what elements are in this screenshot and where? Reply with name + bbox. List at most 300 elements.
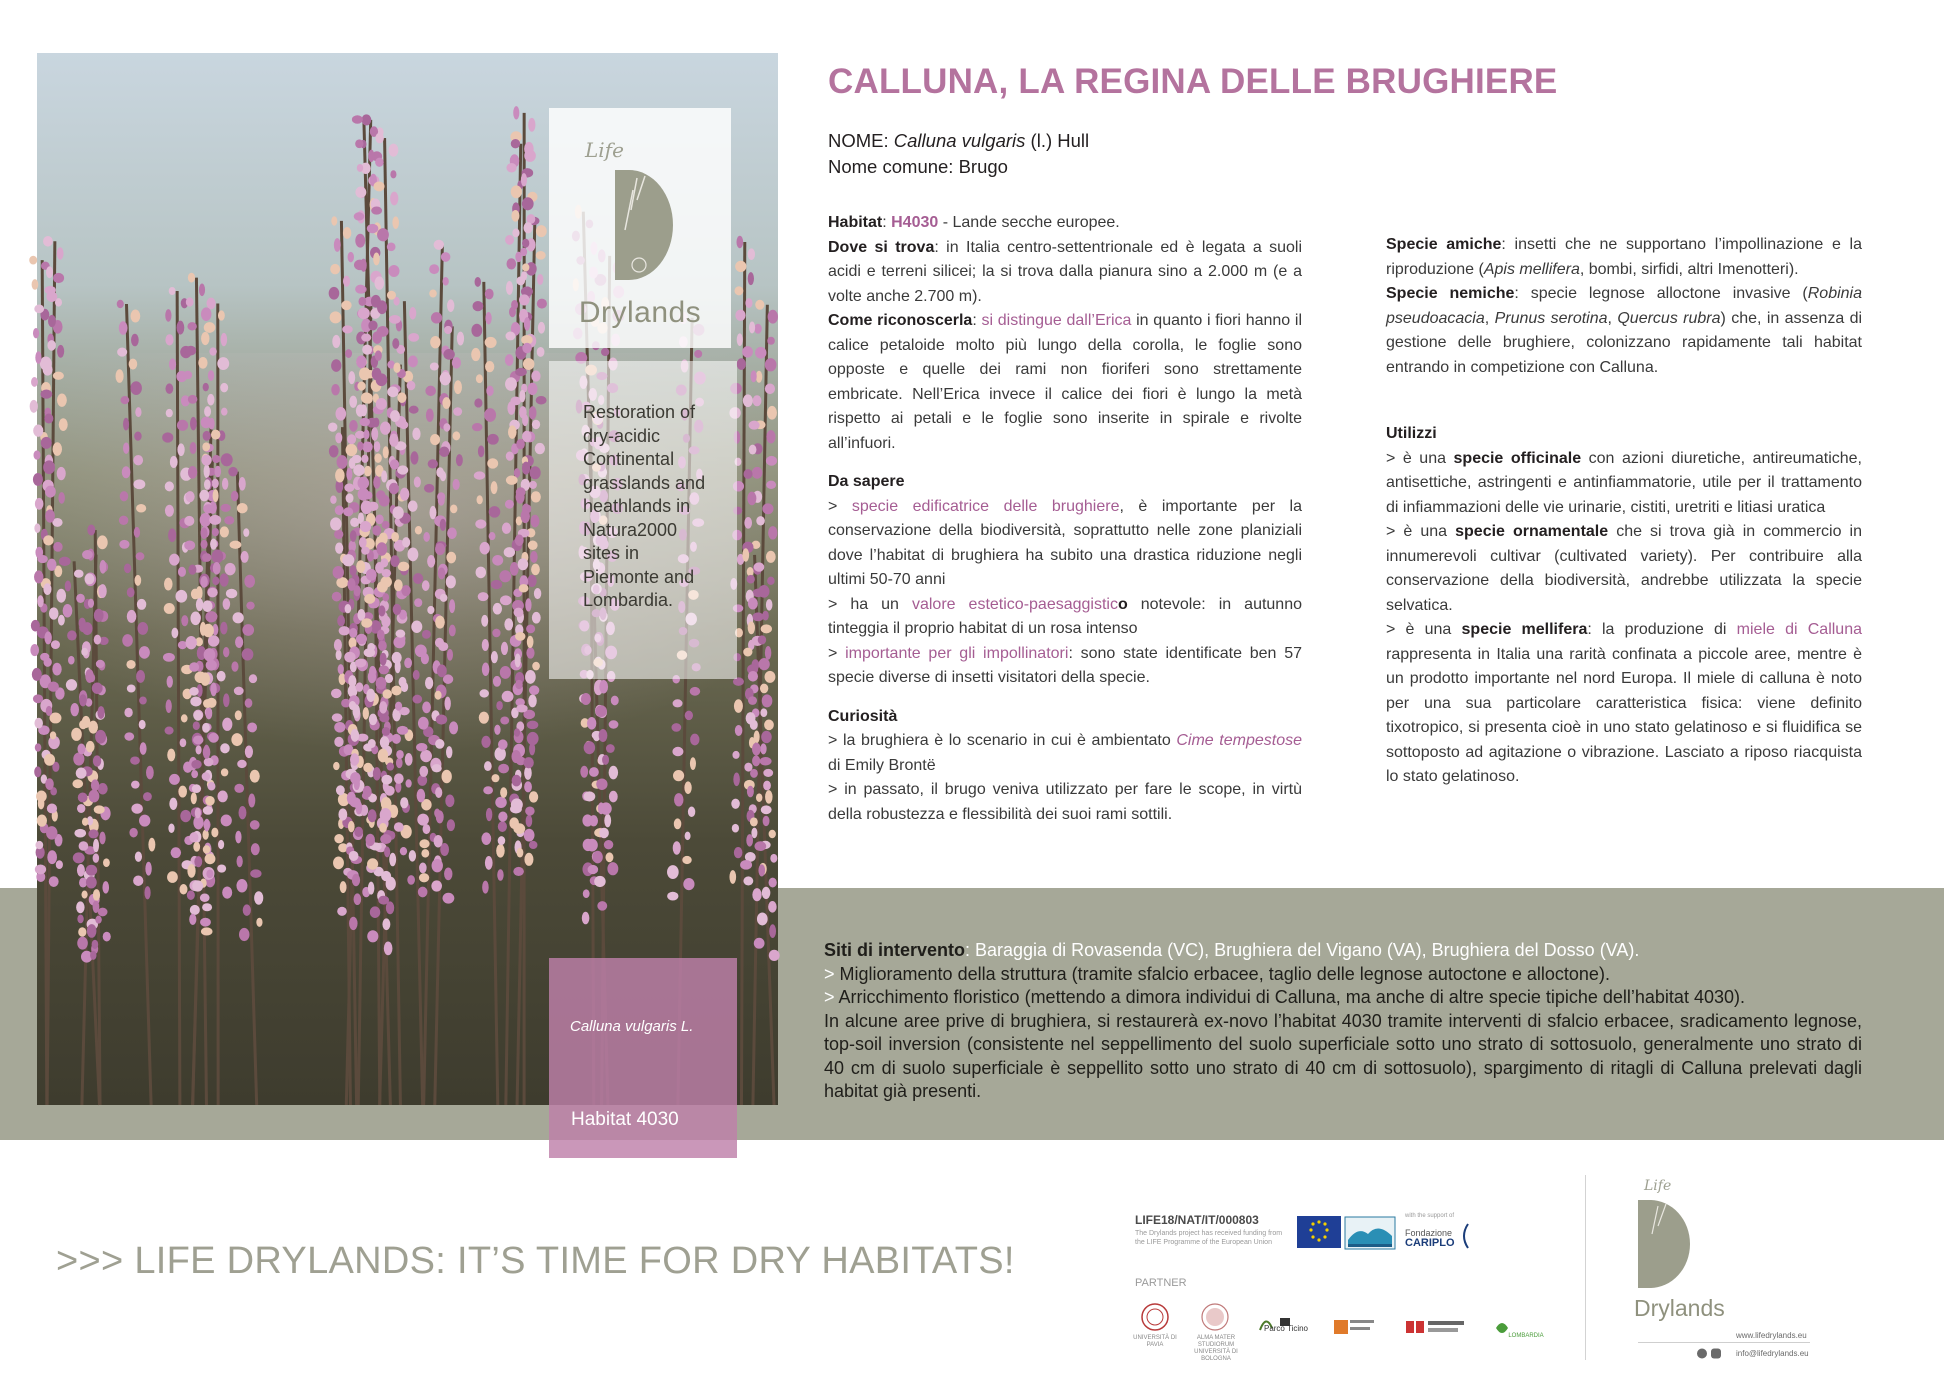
sites-list: : Baraggia di Rovasenda (VC), Brughiera del Vigano (VA), Brughiera del Dosso (VA). bbox=[965, 940, 1640, 960]
heather-bloom bbox=[37, 595, 44, 607]
heather-bloom bbox=[77, 744, 85, 755]
heather-bloom bbox=[667, 865, 679, 879]
heather-bloom bbox=[138, 622, 149, 635]
heather-bloom bbox=[376, 398, 387, 410]
heather-bloom bbox=[181, 615, 188, 626]
heather-bloom bbox=[345, 604, 352, 613]
heather-bloom bbox=[377, 581, 388, 592]
heather-bloom bbox=[605, 852, 613, 862]
heather-bloom bbox=[336, 577, 348, 588]
heather-bloom bbox=[204, 406, 211, 417]
heather-bloom bbox=[762, 611, 769, 621]
heather-bloom bbox=[139, 696, 147, 704]
heather-bloom bbox=[31, 620, 40, 632]
heather-bloom bbox=[768, 901, 777, 913]
heather-bloom bbox=[199, 490, 209, 502]
heather-bloom bbox=[31, 377, 38, 387]
heather-bloom bbox=[418, 717, 429, 730]
heather-bloom bbox=[235, 831, 241, 844]
heather-bloom bbox=[518, 558, 529, 570]
heather-bloom bbox=[331, 359, 341, 372]
heather-bloom bbox=[245, 745, 253, 758]
heather-bloom bbox=[396, 630, 406, 638]
heather-bloom bbox=[599, 680, 608, 694]
heather-bloom bbox=[367, 858, 378, 869]
heather-bloom bbox=[354, 585, 361, 596]
heather-bloom bbox=[492, 629, 500, 638]
heather-bloom bbox=[94, 635, 101, 645]
scientific-author: (l.) Hull bbox=[1025, 130, 1090, 151]
heather-bloom bbox=[137, 599, 146, 610]
email-link[interactable]: info@lifedrylands.eu bbox=[1736, 1349, 1809, 1358]
heather-bloom bbox=[767, 337, 775, 345]
heather-bloom bbox=[604, 840, 613, 849]
heather-bloom bbox=[746, 834, 753, 846]
good-to-know-heading: Da sapere bbox=[828, 473, 905, 490]
heather-bloom bbox=[189, 914, 196, 925]
heather-bloom bbox=[514, 728, 520, 737]
heather-bloom bbox=[750, 817, 758, 826]
heather-bloom bbox=[373, 767, 381, 780]
heather-bloom bbox=[357, 441, 363, 450]
heather-bloom bbox=[331, 216, 337, 225]
heather-bloom bbox=[350, 518, 359, 527]
species-caption: Calluna vulgaris L. bbox=[570, 1018, 694, 1035]
heather-bloom bbox=[529, 685, 539, 695]
heather-bloom bbox=[473, 301, 484, 311]
logo-brand-text: Drylands bbox=[578, 296, 702, 329]
heather-bloom bbox=[396, 750, 404, 759]
heather-bloom bbox=[209, 515, 221, 525]
heather-bloom bbox=[737, 358, 746, 370]
heather-bloom bbox=[369, 714, 377, 725]
heather-bloom bbox=[130, 756, 140, 764]
heather-bloom bbox=[493, 603, 502, 615]
heather-bloom bbox=[77, 914, 83, 923]
heather-bloom bbox=[226, 589, 237, 599]
heather-bloom bbox=[120, 491, 128, 501]
heather-bloom bbox=[129, 359, 138, 370]
heather-bloom bbox=[196, 745, 202, 754]
heather-bloom bbox=[76, 594, 85, 603]
heather-bloom bbox=[732, 824, 739, 833]
heather-bloom bbox=[338, 664, 344, 674]
heather-bloom bbox=[375, 158, 384, 167]
heather-bloom bbox=[180, 738, 187, 747]
heather-bloom bbox=[381, 470, 387, 482]
heather-bloom bbox=[743, 876, 753, 885]
curiosity-heading: Curiosità bbox=[828, 707, 898, 725]
heather-bloom bbox=[356, 560, 365, 573]
habitat-caption: Habitat 4030 bbox=[571, 1109, 679, 1130]
heather-bloom bbox=[383, 446, 389, 458]
heather-bloom bbox=[43, 364, 53, 376]
heather-bloom bbox=[529, 481, 537, 489]
heather-bloom bbox=[584, 741, 595, 754]
heather-bloom bbox=[71, 728, 82, 741]
heather-bloom bbox=[171, 847, 181, 858]
heather-bloom bbox=[516, 704, 527, 712]
habitat-text: - Lande secche europee. bbox=[938, 214, 1120, 231]
heather-bloom bbox=[382, 569, 392, 577]
heather-bloom bbox=[334, 238, 341, 252]
heather-bloom bbox=[43, 658, 51, 667]
heather-bloom bbox=[430, 336, 440, 348]
heather-bloom bbox=[609, 791, 618, 803]
heather-bloom bbox=[534, 588, 541, 599]
heather-bloom bbox=[747, 492, 756, 506]
heather-bloom bbox=[487, 458, 498, 468]
heather-bloom bbox=[440, 594, 448, 602]
heather-bloom bbox=[395, 702, 402, 711]
heather-bloom bbox=[362, 114, 372, 125]
heather-bloom bbox=[389, 144, 399, 157]
heather-bloom bbox=[382, 521, 390, 529]
heather-bloom bbox=[53, 372, 64, 380]
heather-bloom bbox=[47, 340, 55, 351]
heather-bloom bbox=[742, 548, 749, 561]
heather-bloom bbox=[220, 622, 227, 635]
heather-bloom bbox=[346, 493, 354, 503]
heather-bloom bbox=[515, 653, 521, 667]
social-icons[interactable] bbox=[1697, 1348, 1723, 1359]
heather-bloom bbox=[526, 625, 535, 634]
heather-bloom bbox=[597, 901, 607, 911]
heather-bloom bbox=[520, 248, 527, 257]
heather-bloom bbox=[169, 358, 176, 370]
heather-bloom bbox=[358, 308, 370, 320]
heather-bloom bbox=[752, 743, 761, 756]
heather-bloom bbox=[123, 418, 129, 431]
left-column bbox=[828, 211, 1302, 827]
heather-bloom bbox=[221, 333, 228, 346]
heather-bloom bbox=[47, 559, 56, 571]
heather-bloom bbox=[331, 689, 342, 699]
heather-bloom bbox=[201, 927, 213, 935]
heather-bloom bbox=[374, 441, 381, 452]
heather-bloom bbox=[748, 671, 758, 682]
sites-item-1 bbox=[824, 963, 1862, 987]
habitat-code: H4030 bbox=[891, 214, 939, 231]
heather-bloom bbox=[191, 760, 201, 769]
heather-bloom bbox=[731, 799, 740, 809]
heather-bloom bbox=[491, 481, 498, 494]
uses-item-1 bbox=[1386, 447, 1862, 521]
heather-bloom bbox=[522, 197, 534, 210]
heather-bloom bbox=[203, 624, 214, 638]
heather-bloom bbox=[135, 851, 142, 861]
heather-bloom bbox=[222, 886, 232, 898]
heather-bloom bbox=[510, 562, 519, 576]
heather-bloom bbox=[122, 466, 131, 478]
cariplo-line-1: Fondazione bbox=[1405, 1228, 1453, 1238]
heather-bloom bbox=[100, 560, 107, 574]
heather-bloom bbox=[203, 431, 211, 441]
heather-bloom bbox=[97, 535, 108, 549]
heather-bloom bbox=[515, 632, 525, 641]
heather-photo bbox=[37, 53, 778, 1130]
heather-bloom bbox=[67, 630, 77, 640]
heather-bloom bbox=[334, 639, 342, 651]
heather-bloom bbox=[537, 347, 545, 357]
heather-bloom bbox=[765, 358, 777, 371]
heather-bloom bbox=[251, 843, 260, 855]
heather-bloom bbox=[409, 307, 416, 319]
heather-bloom bbox=[769, 924, 776, 938]
natura2000-logo-icon bbox=[1344, 1216, 1396, 1250]
heather-bloom bbox=[527, 732, 539, 745]
heather-bloom bbox=[124, 708, 132, 717]
heather-bloom bbox=[453, 479, 460, 490]
heather-bloom bbox=[512, 228, 519, 237]
heather-bloom bbox=[93, 755, 101, 766]
heather-bloom bbox=[595, 705, 607, 717]
heather-bloom bbox=[167, 871, 178, 883]
heather-bloom bbox=[361, 334, 371, 342]
heather-bloom bbox=[180, 810, 191, 822]
heather-bloom bbox=[88, 599, 94, 608]
uses-1-prefix: > è una bbox=[1386, 449, 1454, 467]
heather-bloom bbox=[130, 310, 140, 323]
heather-bloom bbox=[203, 383, 209, 391]
heather-bloom bbox=[735, 725, 743, 736]
heather-bloom bbox=[46, 826, 57, 839]
heather-bloom bbox=[234, 687, 244, 696]
heather-bloom bbox=[444, 697, 450, 711]
heather-bloom bbox=[210, 539, 217, 550]
heather-bloom bbox=[34, 718, 42, 729]
footer-divider bbox=[1585, 1175, 1586, 1360]
heather-bloom bbox=[536, 251, 546, 260]
heather-bloom bbox=[487, 434, 499, 445]
heather-bloom bbox=[68, 656, 75, 665]
heather-bloom bbox=[217, 357, 229, 370]
heather-bloom bbox=[198, 357, 207, 369]
heather-bloom bbox=[417, 789, 426, 803]
heather-bloom bbox=[73, 852, 85, 863]
heather-bloom bbox=[165, 727, 174, 735]
heather-bloom bbox=[360, 404, 367, 416]
heather-bloom bbox=[212, 528, 219, 536]
heather-bloom bbox=[498, 821, 507, 832]
heather-bloom bbox=[231, 661, 238, 671]
heather-bloom bbox=[184, 516, 194, 526]
heather-bloom bbox=[532, 420, 540, 429]
heather-bloom bbox=[204, 758, 214, 767]
heather-bloom bbox=[127, 587, 135, 597]
heather-bloom bbox=[385, 786, 395, 796]
heather-bloom bbox=[536, 225, 547, 237]
heather-bloom bbox=[165, 481, 174, 491]
heather-bloom bbox=[237, 760, 247, 768]
heather-bloom bbox=[350, 753, 359, 765]
heather-bloom bbox=[378, 749, 388, 763]
heather-bloom bbox=[762, 887, 771, 899]
heather-bloom bbox=[203, 746, 211, 759]
heather-bloom bbox=[523, 222, 532, 233]
heather-bloom bbox=[729, 870, 736, 884]
heather-bloom bbox=[537, 299, 547, 309]
heather-bloom bbox=[752, 755, 760, 766]
heather-bloom bbox=[190, 696, 201, 706]
footer-slogan: >>> LIFE DRYLANDS: IT’S TIME FOR DRY HABITATS! bbox=[56, 1240, 1015, 1282]
heather-bloom bbox=[435, 616, 445, 629]
heather-bloom bbox=[443, 423, 450, 432]
heather-bloom bbox=[752, 467, 763, 479]
heather-bloom bbox=[391, 532, 399, 542]
heather-bloom bbox=[355, 139, 363, 148]
heather-bloom bbox=[249, 674, 257, 683]
heather-bloom bbox=[609, 720, 619, 728]
heather-bloom bbox=[139, 646, 150, 659]
heather-bloom bbox=[86, 741, 95, 753]
heather-bloom bbox=[471, 324, 482, 337]
heather-bloom bbox=[407, 381, 416, 390]
heather-bloom bbox=[412, 695, 422, 704]
footer-logo-brand: Drylands bbox=[1634, 1295, 1725, 1321]
heather-bloom bbox=[335, 432, 342, 443]
heather-bloom bbox=[400, 488, 409, 501]
heather-bloom bbox=[57, 345, 64, 358]
heather-bloom bbox=[498, 812, 507, 822]
heather-bloom bbox=[361, 547, 370, 555]
heather-bloom bbox=[747, 786, 754, 797]
uses-item-2 bbox=[1386, 520, 1862, 618]
heather-bloom bbox=[690, 687, 701, 696]
heather-bloom bbox=[445, 795, 454, 808]
heather-bloom bbox=[766, 481, 776, 489]
heather-bloom bbox=[449, 599, 455, 613]
heather-bloom bbox=[506, 163, 516, 172]
heather-bloom bbox=[526, 647, 534, 658]
heather-bloom bbox=[189, 832, 198, 842]
heather-bloom bbox=[516, 439, 525, 450]
heather-bloom bbox=[380, 808, 392, 822]
heather-bloom bbox=[684, 781, 691, 794]
heather-bloom bbox=[586, 839, 597, 852]
heather-bloom bbox=[189, 662, 199, 672]
heather-bloom bbox=[438, 495, 445, 505]
heather-bloom bbox=[760, 743, 766, 754]
heather-bloom bbox=[210, 682, 216, 696]
good-to-know-item-1: > specie edificatrice delle brughiere, è importante per la conservazione della biodiversità, soprattutto nelle zone planiziali dove l’habitat di brughiera ha subito una drastica riduzione negli ultimi 50-70 anni bbox=[828, 497, 1302, 588]
heather-bloom bbox=[46, 706, 52, 716]
heather-bloom bbox=[507, 401, 515, 415]
heather-bloom bbox=[131, 804, 142, 814]
heather-bloom bbox=[496, 701, 503, 710]
heather-bloom bbox=[348, 675, 356, 687]
heather-bloom bbox=[524, 150, 536, 162]
heather-bloom bbox=[535, 443, 545, 454]
heather-bloom bbox=[419, 766, 428, 777]
heather-bloom bbox=[335, 469, 345, 483]
heather-bloom bbox=[377, 300, 387, 314]
heather-bloom bbox=[188, 466, 197, 479]
heather-bloom bbox=[371, 427, 378, 440]
heather-bloom bbox=[48, 681, 59, 691]
heather-bloom bbox=[99, 584, 107, 598]
heather-bloom bbox=[86, 865, 97, 876]
heather-bloom bbox=[761, 731, 772, 743]
heather-bloom bbox=[222, 478, 228, 490]
heather-bloom bbox=[250, 770, 260, 783]
heather-bloom bbox=[734, 286, 743, 295]
identify-paragraph: Come riconoscerla: si distingue dall’Erica in quanto i fiori hanno il calice petaloide molto più lungo della corolla, le foglie sono opposte e quelle dei rami non fioriferi sono strettamente embricate. Nell’Erica invece il calice dei fiori è lungo la metà rispetto ai petali e le foglie sono inserite in spirale e rivolte all’infuori. bbox=[828, 312, 1303, 452]
heather-bloom bbox=[435, 739, 444, 749]
heather-bloom bbox=[482, 881, 489, 894]
heather-bloom bbox=[410, 451, 418, 464]
heather-bloom bbox=[472, 423, 483, 431]
heather-bloom bbox=[447, 649, 453, 661]
heather-bloom bbox=[425, 677, 433, 689]
heather-bloom bbox=[165, 505, 174, 517]
heather-bloom bbox=[378, 896, 389, 905]
heather-bloom bbox=[419, 873, 429, 882]
heather-bloom bbox=[419, 862, 427, 873]
heather-bloom bbox=[430, 363, 439, 371]
heather-bloom bbox=[498, 836, 506, 845]
uses-3-text: rappresenta in Italia una rarità confinata a piccole aree, mentre è un prodotto importante nel nord Europa. Il miele di calluna è noto per una sua particolare caratteristica fisica: viene definito tixotropico, si presenta cioè in uno stato gelatinoso e si fluidifica se sottoposto ad agitazione o vibrazione. Lasciato a riposo riacquista lo stato gelatinoso. bbox=[1386, 645, 1862, 785]
heather-bloom bbox=[734, 699, 743, 713]
heather-bloom bbox=[756, 371, 763, 383]
heather-bloom bbox=[421, 849, 429, 857]
heather-bloom bbox=[389, 483, 399, 495]
heather-bloom bbox=[389, 853, 396, 867]
footer-drylands-logo bbox=[1634, 1178, 1744, 1328]
heather-bloom bbox=[329, 445, 339, 457]
heather-bloom bbox=[673, 699, 683, 707]
heather-bloom bbox=[521, 173, 527, 186]
heather-bloom bbox=[374, 181, 385, 191]
enemy-species-1: Robinia pseudoacacia bbox=[1386, 285, 1862, 327]
website-link[interactable]: www.lifedrylands.eu bbox=[1736, 1331, 1807, 1340]
heather-bloom bbox=[531, 371, 540, 382]
enemy-species-label: Specie nemiche bbox=[1386, 285, 1515, 302]
heather-bloom bbox=[413, 573, 423, 584]
heather-bloom bbox=[88, 790, 99, 803]
heather-bloom bbox=[447, 299, 454, 312]
good-to-know-1-highlight: specie edificatrice delle brughiere bbox=[851, 497, 1120, 515]
heather-bloom bbox=[35, 841, 43, 849]
heather-bloom bbox=[515, 368, 527, 376]
heather-bloom bbox=[196, 598, 203, 611]
heather-bloom bbox=[45, 778, 53, 790]
heather-bloom bbox=[478, 445, 484, 457]
heather-bloom bbox=[528, 540, 538, 549]
heather-bloom bbox=[523, 358, 535, 370]
heather-bloom bbox=[481, 832, 491, 845]
heather-bloom bbox=[446, 746, 452, 758]
heather-bloom bbox=[453, 407, 462, 416]
heather-bloom bbox=[501, 642, 508, 655]
heather-bloom bbox=[345, 349, 352, 358]
heather-bloom bbox=[355, 187, 366, 198]
heather-bloom bbox=[580, 766, 588, 778]
heather-bloom bbox=[373, 253, 380, 266]
heather-bloom bbox=[208, 370, 214, 381]
heather-bloom bbox=[737, 333, 743, 346]
heather-bloom bbox=[387, 387, 398, 398]
heather-bloom bbox=[532, 662, 540, 671]
heather-bloom bbox=[379, 701, 387, 714]
heather-bloom bbox=[166, 699, 172, 713]
heather-bloom bbox=[376, 677, 387, 690]
heather-bloom bbox=[78, 927, 86, 937]
heather-bloom bbox=[193, 721, 200, 730]
heather-bloom bbox=[530, 515, 539, 528]
heather-bloom bbox=[224, 516, 234, 524]
heather-bloom bbox=[443, 277, 449, 286]
